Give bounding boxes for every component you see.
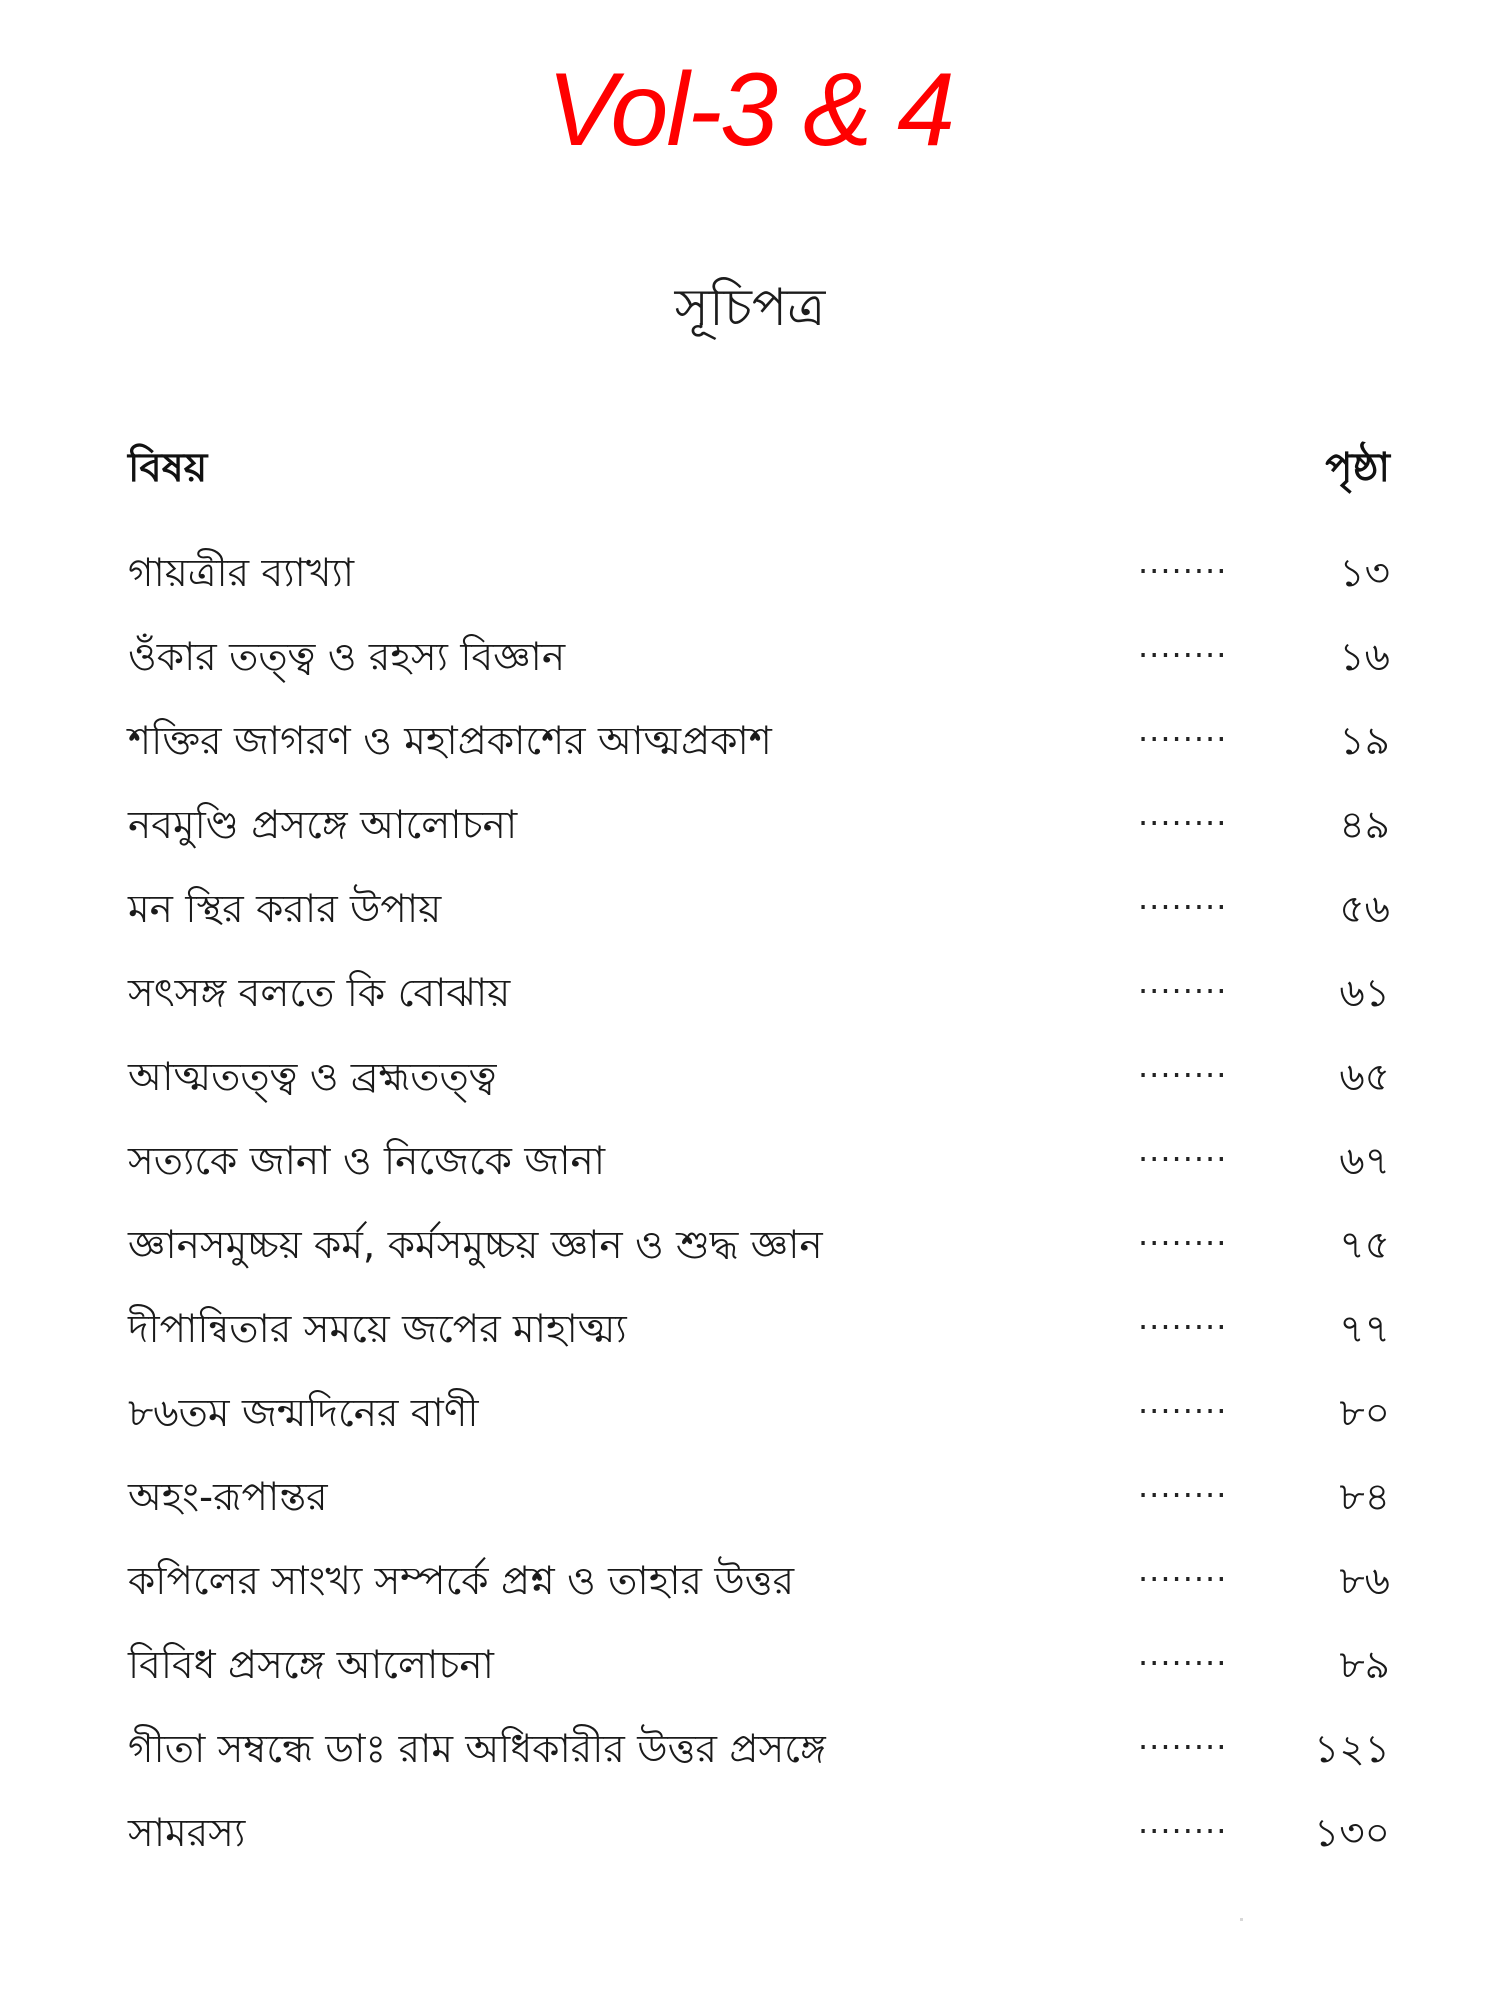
toc-entry-leader: ........ (1138, 1635, 1228, 1673)
toc-entry-leader: ........ (1138, 627, 1228, 665)
toc-entries-list (128, 535, 1390, 1879)
toc-entry-title: গীতা সম্বন্ধে ডাঃ রাম অধিকারীর উত্তর প্রসঙ্গে (128, 1727, 826, 1772)
subject-column-header: বিষয় (128, 445, 208, 491)
toc-entry-leader: ........ (1138, 1131, 1228, 1169)
toc-entry-page: ১৩০ (1313, 1811, 1390, 1856)
toc-entry (128, 1207, 1390, 1291)
toc-entry-leader: ........ (1138, 711, 1228, 749)
paper-speck (1240, 1918, 1243, 1921)
toc-entry-page: ১২১ (1314, 1727, 1390, 1772)
toc-entry (128, 1291, 1390, 1375)
toc-entry (128, 1039, 1390, 1123)
toc-entry-leader: ........ (1138, 1719, 1228, 1757)
toc-entry-title: সামরস্য (128, 1811, 246, 1856)
toc-entry (128, 871, 1390, 955)
toc-entry-leader: ........ (1138, 1551, 1228, 1589)
toc-entry-page: ৭৭ (1339, 1307, 1390, 1352)
toc-entry-page: ১৯ (1339, 719, 1390, 764)
toc-entry (128, 1123, 1390, 1207)
toc-entry (128, 619, 1390, 703)
toc-entry-title: অহং-রূপান্তর (128, 1475, 328, 1520)
toc-entry-page: ১৩ (1339, 551, 1390, 596)
toc-entry-title: সৎসঙ্গ বলতে কি বোঝায় (128, 971, 511, 1016)
toc-entry-title: সত্যকে জানা ও নিজেকে জানা (128, 1139, 606, 1184)
toc-entry-leader: ........ (1138, 1215, 1228, 1253)
toc-entry-leader: ........ (1138, 1383, 1228, 1421)
toc-entry (128, 955, 1390, 1039)
toc-entry-page: ৬৭ (1339, 1139, 1390, 1184)
toc-entry-leader: ........ (1138, 1047, 1228, 1085)
toc-title: সূচিপত্র (674, 278, 826, 338)
toc-entry-leader: ........ (1138, 1467, 1228, 1505)
toc-entry-title: ওঁকার তত্ত্ব ও রহস্য বিজ্ঞান (128, 635, 566, 680)
toc-entry-page: ৮৪ (1339, 1475, 1390, 1520)
toc-entry (128, 1795, 1390, 1879)
toc-entry-page: ৮৬ (1339, 1559, 1390, 1604)
toc-entry-title: নবমুণ্ডি প্রসঙ্গে আলোচনা (128, 803, 518, 848)
toc-entry-page: ৭৫ (1339, 1223, 1390, 1268)
toc-entry-page: ৬৫ (1339, 1055, 1390, 1100)
toc-entry-title: কপিলের সাংখ্য সম্পর্কে প্রশ্ন ও তাহার উত্তর (128, 1559, 795, 1604)
toc-entry-leader: ........ (1138, 543, 1228, 581)
toc-entry-title: গায়ত্রীর ব্যাখ্যা (128, 551, 355, 596)
toc-entry (128, 535, 1390, 619)
toc-entry (128, 1543, 1390, 1627)
toc-entry-leader: ........ (1138, 963, 1228, 1001)
volume-label: Vol-3 & 4 (547, 52, 953, 168)
toc-entry-title: দীপান্বিতার সময়ে জপের মাহাত্ম্য (128, 1307, 627, 1352)
toc-entry (128, 1375, 1390, 1459)
toc-entry (128, 703, 1390, 787)
toc-header-row (128, 436, 1390, 496)
toc-entry-title: মন স্থির করার উপায় (128, 887, 442, 932)
toc-entry-page: ৮০ (1339, 1391, 1390, 1436)
toc-entry (128, 787, 1390, 871)
toc-entry-page: ৪৯ (1339, 803, 1390, 848)
toc-entry-title: ৮৬তম জন্মদিনের বাণী (128, 1391, 479, 1436)
toc-entry-leader: ........ (1138, 1803, 1228, 1841)
toc-entry-title: শক্তির জাগরণ ও মহাপ্রকাশের আত্মপ্রকাশ (128, 719, 772, 764)
toc-entry-page: ৮৯ (1339, 1643, 1390, 1688)
toc-entry (128, 1627, 1390, 1711)
toc-entry (128, 1711, 1390, 1795)
toc-entry (128, 1459, 1390, 1543)
toc-entry-page: ৬১ (1339, 971, 1390, 1016)
page-column-header: পৃষ্ঠা (1325, 445, 1390, 491)
toc-entry-title: বিবিধ প্রসঙ্গে আলোচনা (128, 1643, 494, 1688)
toc-entry-page: ১৬ (1339, 635, 1390, 680)
toc-entry-page: ৫৬ (1339, 887, 1390, 932)
toc-entry-leader: ........ (1138, 879, 1228, 917)
toc-entry-title: আত্মতত্ত্ব ও ব্রহ্মতত্ত্ব (128, 1055, 497, 1100)
toc-entry-leader: ........ (1138, 1299, 1228, 1337)
toc-entry-title: জ্ঞানসমুচ্চয় কর্ম, কর্মসমুচ্চয় জ্ঞান ও শুদ্ধ জ্ঞান (128, 1223, 823, 1268)
toc-entry-leader: ........ (1138, 795, 1228, 833)
